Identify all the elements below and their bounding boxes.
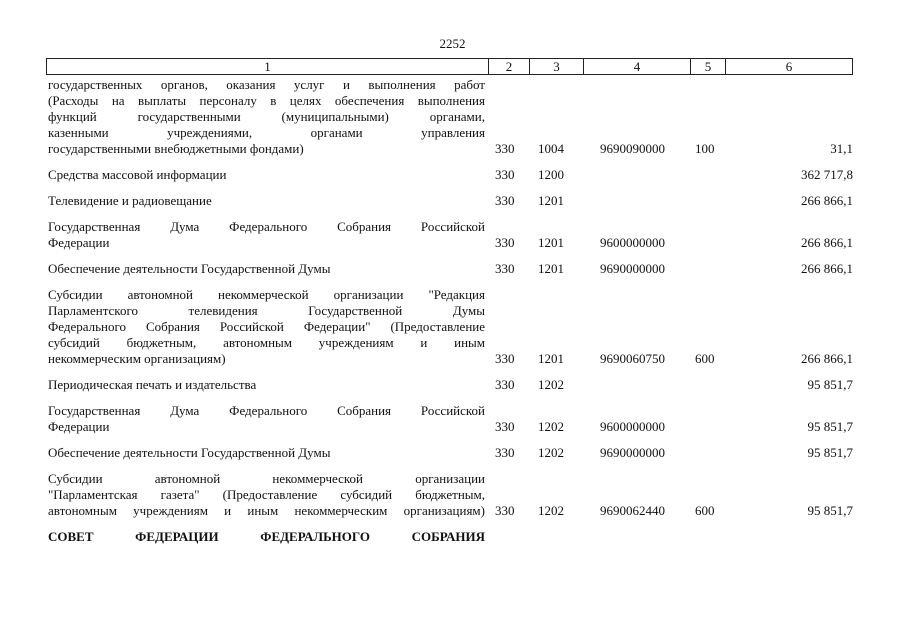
- description-line: Государственная Дума Федерального Собрания Российской: [48, 403, 485, 418]
- row-description: [48, 471, 485, 519]
- code-target: 9600000000: [600, 419, 665, 434]
- row-gap: [48, 251, 853, 261]
- table-row: [48, 219, 853, 251]
- header-col-3: 3: [530, 58, 584, 75]
- table-row: [48, 261, 853, 277]
- row-gap: [48, 519, 853, 529]
- code-admin: 330: [495, 141, 515, 156]
- code-admin: 330: [495, 351, 515, 366]
- description-line: Парламентского телевидения Государственной Думы: [48, 303, 485, 318]
- description-line: Федерального Собрания Российской Федерации" (Предоставление: [48, 319, 485, 334]
- row-gap: [48, 435, 853, 445]
- table-row: [48, 377, 853, 393]
- row-description: [48, 167, 485, 183]
- row-description: [48, 261, 485, 277]
- description-line: Средства массовой информации: [48, 167, 227, 182]
- description-line: Обеспечение деятельности Государственной Думы: [48, 261, 331, 276]
- header-col-6: 6: [726, 58, 853, 75]
- code-expense-type: 100: [695, 141, 715, 156]
- row-description: [48, 529, 485, 545]
- amount: 95 851,7: [807, 377, 853, 392]
- description-line: (Расходы на выплаты персоналу в целях обеспечения выполнения: [48, 93, 485, 108]
- header-col-5: 5: [691, 58, 726, 75]
- amount: 362 717,8: [801, 167, 853, 182]
- description-line: Государственная Дума Федерального Собрания Российской: [48, 219, 485, 234]
- code-target: 9690000000: [600, 261, 665, 276]
- table-header: [46, 58, 853, 75]
- code-section: 1202: [538, 503, 564, 518]
- row-description: [48, 403, 485, 435]
- description-line: казенными учреждениями, органами управления: [48, 125, 485, 140]
- code-target: 9600000000: [600, 235, 665, 250]
- description-line: Субсидии автономной некоммерческой организации "Редакция: [48, 287, 485, 302]
- row-description: [48, 445, 485, 461]
- row-gap: [48, 157, 853, 167]
- code-admin: 330: [495, 377, 515, 392]
- description-line: Субсидии автономной некоммерческой организации: [48, 471, 485, 486]
- amount: 95 851,7: [807, 445, 853, 460]
- table-body: [48, 77, 853, 545]
- description-line: Обеспечение деятельности Государственной Думы: [48, 445, 331, 460]
- code-section: 1201: [538, 351, 564, 366]
- table-row: [48, 77, 853, 157]
- table-row: [48, 193, 853, 209]
- description-line: Федерации: [48, 235, 110, 250]
- row-description: [48, 287, 485, 367]
- code-admin: 330: [495, 235, 515, 250]
- row-gap: [48, 393, 853, 403]
- code-admin: 330: [495, 503, 515, 518]
- code-expense-type: 600: [695, 503, 715, 518]
- row-gap: [48, 367, 853, 377]
- row-gap: [48, 277, 853, 287]
- header-col-4: 4: [584, 58, 691, 75]
- amount: 266 866,1: [801, 235, 853, 250]
- code-admin: 330: [495, 445, 515, 460]
- amount: 95 851,7: [807, 503, 853, 518]
- code-expense-type: 600: [695, 351, 715, 366]
- code-admin: 330: [495, 193, 515, 208]
- description-line: государственных органов, оказания услуг и выполнения работ: [48, 77, 485, 92]
- code-section: 1201: [538, 193, 564, 208]
- description-line: автономным учреждениям и иным некоммерческим организациям): [48, 503, 485, 518]
- table-row: [48, 471, 853, 519]
- code-section: 1202: [538, 445, 564, 460]
- amount: 266 866,1: [801, 193, 853, 208]
- code-section: 1201: [538, 235, 564, 250]
- code-section: 1004: [538, 141, 564, 156]
- description-line: некоммерческим организациям): [48, 351, 226, 366]
- amount: 95 851,7: [807, 419, 853, 434]
- row-gap: [48, 209, 853, 219]
- code-target: 9690060750: [600, 351, 665, 366]
- description-line: СОВЕТ ФЕДЕРАЦИИ ФЕДЕРАЛЬНОГО СОБРАНИЯ: [48, 529, 485, 544]
- description-line: Федерации: [48, 419, 110, 434]
- page-number: 2252: [439, 36, 466, 51]
- row-description: [48, 219, 485, 251]
- table-row: [48, 287, 853, 367]
- code-target: 9690062440: [600, 503, 665, 518]
- description-line: государственными внебюджетными фондами): [48, 141, 304, 156]
- amount: 31,1: [830, 141, 853, 156]
- code-section: 1202: [538, 419, 564, 434]
- description-line: Телевидение и радиовещание: [48, 193, 212, 208]
- code-target: 9690000000: [600, 445, 665, 460]
- code-section: 1200: [538, 167, 564, 182]
- header-col-1: 1: [46, 58, 489, 75]
- row-description: [48, 377, 485, 393]
- code-section: 1201: [538, 261, 564, 276]
- row-description: [48, 193, 485, 209]
- description-line: функций государственными (муниципальными) органами,: [48, 109, 485, 124]
- row-gap: [48, 183, 853, 193]
- row-description: [48, 77, 485, 157]
- description-line: "Парламентская газета" (Предоставление субсидий бюджетным,: [48, 487, 485, 502]
- description-line: субсидий бюджетным, автономным учреждениям и иным: [48, 335, 485, 350]
- row-gap: [48, 461, 853, 471]
- code-admin: 330: [495, 167, 515, 182]
- code-admin: 330: [495, 261, 515, 276]
- table-row: [48, 403, 853, 435]
- amount: 266 866,1: [801, 351, 853, 366]
- table-row: [48, 529, 853, 545]
- amount: 266 866,1: [801, 261, 853, 276]
- description-line: Периодическая печать и издательства: [48, 377, 257, 392]
- code-admin: 330: [495, 419, 515, 434]
- code-section: 1202: [538, 377, 564, 392]
- header-col-2: 2: [489, 58, 530, 75]
- table-row: [48, 445, 853, 461]
- code-target: 9690090000: [600, 141, 665, 156]
- table-row: [48, 167, 853, 183]
